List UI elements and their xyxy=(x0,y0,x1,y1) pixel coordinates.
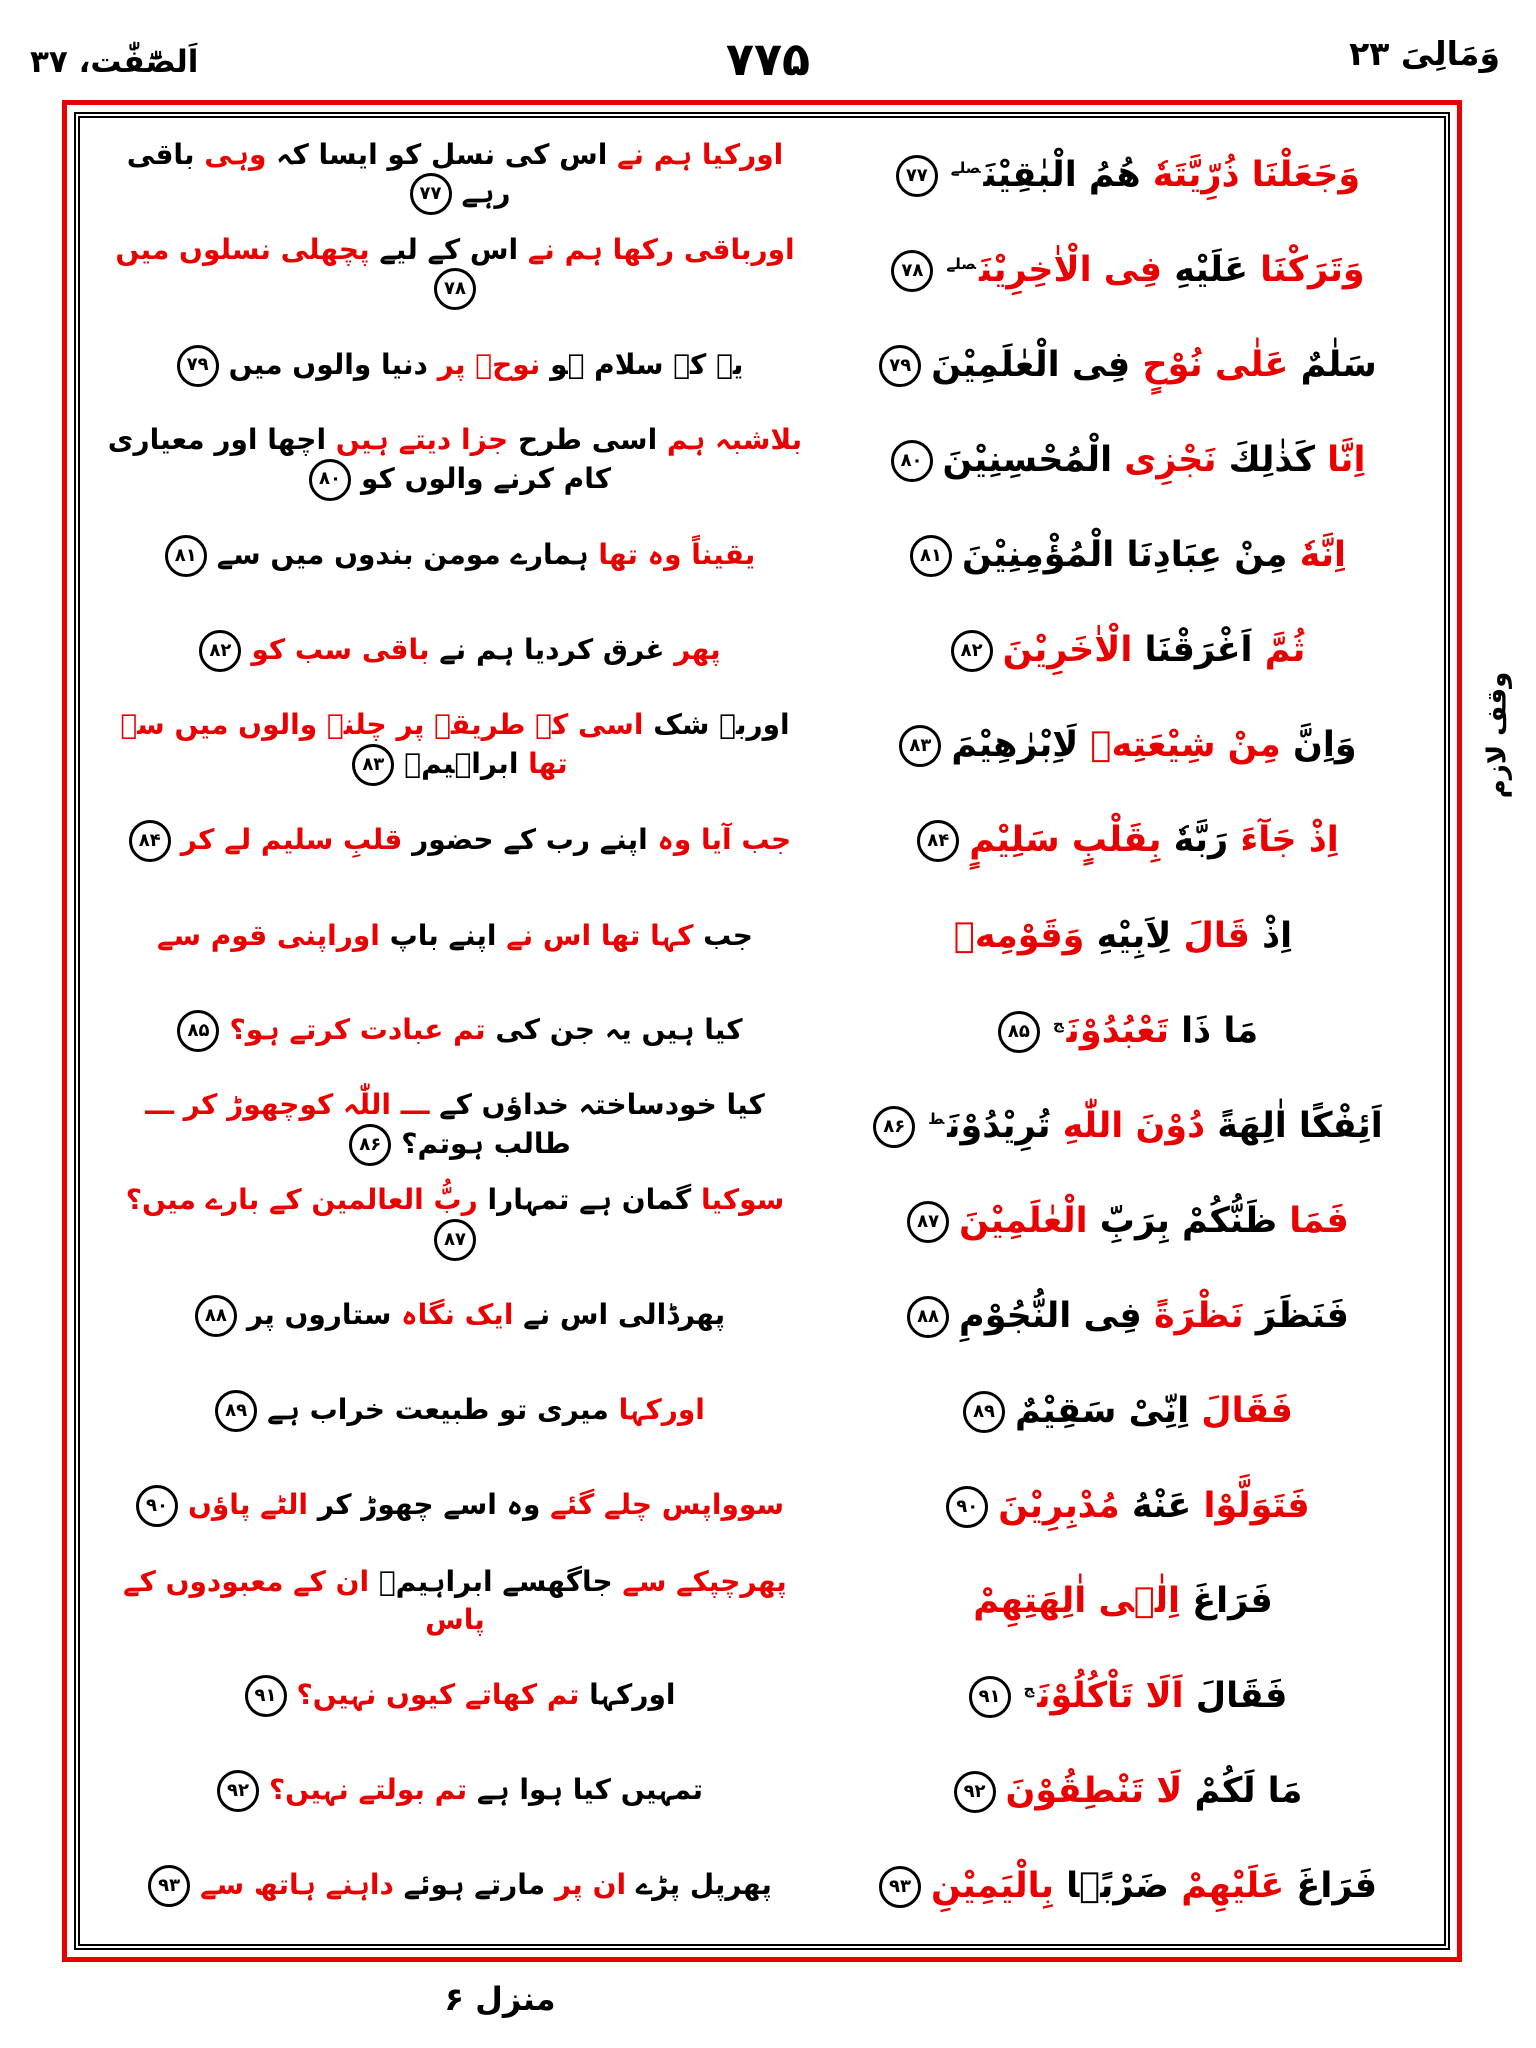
text-segment: اورکہا xyxy=(579,1678,676,1712)
text-segment: اوراپنی قوم سے xyxy=(157,919,380,952)
ayah-number-badge: ۸۲ xyxy=(951,630,993,672)
ayah-number-badge: ۷۸ xyxy=(434,268,476,310)
ayah-number-badge: ۸۵ xyxy=(998,1011,1040,1053)
text-segment: تم کھاتے کیوں نہیں؟ xyxy=(296,1678,580,1712)
text-segment: نوحؑ پر xyxy=(427,347,541,381)
ayah-number-badge: ۷۸ xyxy=(891,250,933,292)
text-segment: وَتَرَكْنَا xyxy=(1247,250,1365,291)
verse-row xyxy=(94,1269,1430,1364)
urdu-translation xyxy=(94,820,816,862)
verse-row xyxy=(94,413,1430,508)
verse-row xyxy=(94,1649,1430,1744)
text-segment: فَقَالَ xyxy=(1189,1390,1293,1431)
text-segment: جاگھسے ابراہیمؑ xyxy=(369,1565,613,1599)
text-segment: فَتَوَلَّوْا xyxy=(1191,1485,1310,1526)
text-segment: الْعٰلَمِيْنَ xyxy=(959,1200,1088,1241)
ayah-number-badge: ۸۳ xyxy=(899,725,941,767)
ayah-number-badge: ۸۲ xyxy=(199,630,241,672)
arabic-verse xyxy=(816,1101,1430,1152)
text-segment: پچھلی نسلوں میں xyxy=(115,232,370,266)
text-segment: الٹے پاؤں xyxy=(188,1488,309,1522)
text-segment: لِاَبِيْهِ xyxy=(1084,915,1172,956)
waqf-mark: ج xyxy=(1023,1680,1035,1699)
arabic-verse xyxy=(816,1861,1430,1912)
text-segment: كَذٰلِكَ xyxy=(1216,440,1315,481)
ayah-number-badge: ۸۸ xyxy=(907,1296,949,1338)
text-segment: ایک نگاہ xyxy=(391,1298,514,1332)
text-segment: باقی سب کو xyxy=(251,632,430,666)
text-segment: قَالَ xyxy=(1171,915,1250,956)
verse-row xyxy=(94,1554,1430,1649)
text-segment: مِنْ عِبَادِنَا الْمُؤْمِنِيْنَ xyxy=(962,535,1288,576)
ayah-number-badge: ۹۰ xyxy=(946,1486,988,1528)
text-segment: ابراہیمؑ xyxy=(404,746,519,780)
verse-row xyxy=(94,508,1430,603)
text-segment: اسی کے طریقے پر چلنے والوں میں سے تھا xyxy=(120,707,644,780)
urdu-translation xyxy=(94,1563,816,1639)
page-header xyxy=(0,26,1536,96)
waqf-mark: ط xyxy=(928,1109,945,1128)
waqf-mark: صلے xyxy=(946,254,977,273)
text-segment: اورباقی رکھا ہم نے xyxy=(518,232,795,266)
text-segment: پھرچپکے سے xyxy=(612,1565,787,1599)
text-segment: کہا تھا اس نے xyxy=(496,919,694,952)
ayah-number-badge: ۸۷ xyxy=(907,1201,949,1243)
outer-red-frame xyxy=(62,100,1462,1962)
verse-row xyxy=(94,1174,1430,1269)
text-segment: عَلَيْهِمْ xyxy=(1169,1865,1285,1906)
ayah-number-badge: ۸۱ xyxy=(910,535,952,577)
ayah-number-badge: ۷۷ xyxy=(410,173,452,215)
text-segment: اِنِّیْ سَقِيْمٌ xyxy=(1015,1390,1190,1431)
arabic-verse xyxy=(816,1006,1430,1057)
verse-row xyxy=(94,603,1430,698)
urdu-translation xyxy=(94,231,816,311)
text-segment: لَا تَنْطِقُوْنَ xyxy=(1005,1770,1183,1811)
ayah-number-badge: ۸۴ xyxy=(129,820,171,862)
verse-row xyxy=(94,128,1430,223)
text-segment: فَمَا xyxy=(1277,1200,1349,1241)
text-segment: ـــ اللّٰہ کوچھوڑ کر ـــ xyxy=(145,1088,430,1122)
text-segment: اورکیا ہم نے xyxy=(607,137,784,171)
text-segment: ان کے معبودوں کے پاس xyxy=(123,1565,485,1637)
verse-row xyxy=(94,318,1430,413)
text-segment: عَلَيْهِ xyxy=(1162,250,1248,291)
text-segment: مَا ذَا xyxy=(1168,1010,1259,1051)
text-segment: نَظْرَةً xyxy=(1141,1295,1244,1336)
text-segment: پھرڈالی اس نے xyxy=(513,1298,726,1332)
text-segment: باقی رہے xyxy=(126,137,511,210)
verses xyxy=(94,128,1430,1934)
text-segment: طالب ہوتم؟ xyxy=(401,1126,571,1160)
text-segment: سَلٰمٌ xyxy=(1288,345,1377,386)
margin-waqf-note xyxy=(1464,640,1530,830)
arabic-verse xyxy=(816,150,1430,201)
text-segment: غرق کردیا ہم نے xyxy=(429,632,665,666)
urdu-translation xyxy=(94,1295,816,1337)
surah-name-label: اَلصّٰٓفّٰت، ۳۷ xyxy=(30,44,199,80)
verse-row xyxy=(94,1839,1430,1934)
urdu-translation xyxy=(94,1010,816,1052)
text-segment: نَجْزِی xyxy=(1112,440,1217,481)
ayah-number-badge: ۸۷ xyxy=(434,1219,476,1261)
text-segment: اپنے باپ xyxy=(379,919,497,952)
text-segment: سوکیا xyxy=(691,1183,785,1217)
text-segment: ذُرِّيَّتَهٗ xyxy=(1140,155,1240,196)
ayah-number-badge: ۹۱ xyxy=(245,1675,287,1717)
manzil-footer: منزل ۶ xyxy=(444,1980,556,2018)
juz-name-label: وَمَالِیَ ۲۳ xyxy=(1349,34,1500,73)
text-segment: اس کے لیے xyxy=(369,232,519,266)
verse-row xyxy=(94,888,1430,983)
text-segment: اس کی نسل کو ایسا کہ xyxy=(266,137,608,171)
verse-row xyxy=(94,698,1430,793)
arabic-verse xyxy=(816,1386,1430,1437)
urdu-translation xyxy=(94,345,816,387)
urdu-translation xyxy=(94,1485,816,1527)
text-segment: فِی النُّجُوْمِ xyxy=(959,1295,1142,1336)
urdu-translation xyxy=(94,1770,816,1812)
text-segment: بلاشبہ ہم xyxy=(657,422,803,456)
urdu-translation xyxy=(94,1086,816,1166)
text-segment: ربُّ العالمین کے بارے میں؟ xyxy=(125,1183,478,1217)
text-segment: فَرَاغَ xyxy=(1180,1580,1273,1621)
ayah-number-badge: ۹۲ xyxy=(217,1770,259,1812)
verse-row xyxy=(94,223,1430,318)
text-segment: رَبَّهٗ xyxy=(1161,820,1229,861)
ayah-number-badge: ۸۸ xyxy=(195,1295,237,1337)
text-segment: مارتے ہوئے xyxy=(393,1868,546,1902)
verse-row xyxy=(94,793,1430,888)
arabic-verse xyxy=(816,435,1430,486)
text-segment: مِنْ شِيْعَتِهٖ xyxy=(1078,725,1281,766)
text-segment: اچھا اور معیاری کام کرنے والوں کو xyxy=(107,422,611,495)
text-segment: اِنَّهٗ xyxy=(1287,535,1346,576)
text-segment: ان پر xyxy=(545,1868,627,1902)
ayah-number-badge: ۸۹ xyxy=(215,1390,257,1432)
text-segment: میری تو طبیعت خراب ہے xyxy=(267,1393,609,1427)
text-segment: تم بولتے نہیں؟ xyxy=(268,1773,468,1807)
text-segment: اِذْ جَآءَ xyxy=(1228,820,1339,861)
text-segment: اپنے رب کے حضور xyxy=(402,822,648,856)
text-segment: وہ اسے چھوڑ کر xyxy=(308,1488,541,1522)
text-segment: ظَنُّكُمْ بِرَبِّ xyxy=(1087,1200,1278,1241)
urdu-translation xyxy=(94,1181,816,1261)
text-segment: قلبِ سلیم لے کر xyxy=(180,822,403,856)
arabic-verse xyxy=(816,1671,1430,1722)
text-segment: کیا خودساختہ خداؤں کے xyxy=(429,1088,765,1122)
text-segment: یقیناً وہ تھا xyxy=(588,537,756,571)
waqf-mark: ج xyxy=(1052,1014,1064,1033)
arabic-verse xyxy=(816,530,1430,581)
text-segment: مَا لَكُمْ xyxy=(1182,1770,1303,1811)
ayah-number-badge: ۸۰ xyxy=(891,440,933,482)
arabic-verse xyxy=(816,340,1430,391)
ayah-number-badge: ۸۵ xyxy=(177,1010,219,1052)
verse-row xyxy=(94,1364,1430,1459)
text-segment: کیا ہیں یہ جن کی xyxy=(485,1012,743,1046)
text-segment: وَجَعَلْنَا xyxy=(1239,155,1361,196)
text-segment: فِی الْعٰلَمِيْنَ xyxy=(931,345,1131,386)
text-segment: تم عبادت کرتے ہو؟ xyxy=(229,1012,486,1046)
text-segment: جزا دیتے ہیں xyxy=(326,422,509,456)
ayah-number-badge: ۹۳ xyxy=(879,1866,921,1908)
text-segment: جب آیا وہ xyxy=(647,822,792,856)
text-segment: فَنَظَرَ xyxy=(1243,1295,1349,1336)
waqf-mark: صلے xyxy=(950,159,981,178)
urdu-translation xyxy=(94,630,816,672)
arabic-verse xyxy=(816,815,1430,866)
arabic-verse xyxy=(816,720,1430,771)
text-segment: پھر xyxy=(664,632,721,666)
text-segment: وَاِنَّ xyxy=(1280,725,1357,766)
text-segment: ستاروں پر xyxy=(246,1298,392,1332)
urdu-translation xyxy=(94,421,816,501)
ayah-number-badge: ۸۴ xyxy=(917,820,959,862)
text-segment: اَغْرَقْنَا xyxy=(1132,630,1253,671)
ayah-number-badge: ۹۰ xyxy=(136,1485,178,1527)
text-segment: لَاِبْرٰهِيْمَ xyxy=(951,725,1079,766)
text-segment: تُرِيْدُوْنَ xyxy=(947,1105,1051,1146)
text-segment: تَعْبُدُوْنَ xyxy=(1066,1010,1169,1051)
urdu-translation xyxy=(94,1865,816,1907)
margin-waqf-note-text: وقف لازم xyxy=(1482,671,1512,799)
ayah-number-badge: ۹۳ xyxy=(148,1865,190,1907)
ayah-number-badge: ۹۲ xyxy=(954,1771,996,1813)
text-segment: عَلٰی نُوْحٍ xyxy=(1130,345,1289,386)
verse-row xyxy=(94,1744,1430,1839)
text-segment: پھرپل پڑے xyxy=(626,1868,772,1902)
text-segment: اِذْ xyxy=(1249,915,1293,956)
ayah-number-badge: ۸۰ xyxy=(309,459,351,501)
ayah-number-badge: ۸۶ xyxy=(873,1106,915,1148)
text-segment: دنیا والوں میں xyxy=(228,347,428,381)
text-segment: داہنے ہاتھ سے xyxy=(200,1868,394,1902)
inner-black-frame xyxy=(74,112,1450,1950)
ayah-number-badge: ۷۷ xyxy=(896,155,938,197)
ayah-number-badge: ۸۹ xyxy=(963,1391,1005,1433)
urdu-translation xyxy=(94,1675,816,1717)
text-segment: اسی طرح xyxy=(508,422,658,456)
text-segment: ثُمَّ xyxy=(1252,630,1306,671)
page-number: ۷۷۵ xyxy=(725,32,811,86)
text-segment: یہ کہ سلام ہو xyxy=(540,347,744,381)
text-segment: وَقَوْمِهٖ xyxy=(953,915,1085,956)
text-segment: وہی xyxy=(194,137,267,171)
ayah-number-badge: ۹۱ xyxy=(969,1676,1011,1718)
text-segment: گمان ہے تمہارا xyxy=(477,1183,692,1217)
text-segment: هُمُ الْبٰقِيْنَ xyxy=(983,155,1141,196)
arabic-verse xyxy=(816,1481,1430,1532)
text-segment: فِی الْاٰخِرِيْنَ xyxy=(979,250,1163,291)
arabic-verse xyxy=(816,245,1430,296)
ayah-number-badge: ۸۳ xyxy=(352,744,394,786)
verse-row xyxy=(94,1459,1430,1554)
urdu-translation xyxy=(94,1390,816,1432)
urdu-translation xyxy=(94,535,816,577)
text-segment: الْاٰخَرِيْنَ xyxy=(1002,630,1133,671)
arabic-verse xyxy=(816,625,1430,676)
text-segment: اورکہا xyxy=(608,1393,705,1427)
text-segment: اوربے شک xyxy=(643,707,790,741)
urdu-translation xyxy=(94,706,816,786)
urdu-translation xyxy=(94,136,816,216)
text-segment: ضَرْبًۢا xyxy=(1053,1865,1170,1906)
text-segment: فَقَالَ xyxy=(1183,1675,1288,1716)
ayah-number-badge: ۸۱ xyxy=(165,535,207,577)
text-segment: ہمارے مومن بندوں میں سے xyxy=(216,537,589,571)
ayah-number-badge: ۷۹ xyxy=(879,345,921,387)
text-segment: الْمُحْسِنِيْنَ xyxy=(942,440,1113,481)
text-segment: اَلَا تَاْكُلُوْنَ xyxy=(1037,1675,1184,1716)
text-segment: مُدْبِرِيْنَ xyxy=(998,1485,1120,1526)
text-segment: دُوْنَ اللّٰهِ xyxy=(1050,1105,1206,1146)
ayah-number-badge: ۸۶ xyxy=(349,1124,391,1166)
arabic-verse xyxy=(816,1766,1430,1817)
text-segment: اِلٰۤی اٰلِهَتِهِمْ xyxy=(973,1580,1181,1621)
arabic-verse xyxy=(816,911,1430,962)
ayah-number-badge: ۷۹ xyxy=(177,345,219,387)
text-segment: بِالْيَمِيْنِ xyxy=(930,1865,1054,1906)
urdu-translation xyxy=(94,917,816,955)
text-segment: بِقَلْبٍ سَلِيْمٍ xyxy=(969,820,1162,861)
arabic-verse xyxy=(816,1196,1430,1247)
arabic-verse xyxy=(816,1576,1430,1627)
text-segment: اَئِفْكًا اٰلِهَةً xyxy=(1205,1105,1383,1146)
text-segment: تمہیں کیا ہوا ہے xyxy=(467,1773,704,1807)
text-segment: سوواپس چلے گئے xyxy=(540,1488,784,1522)
verse-row xyxy=(94,1078,1430,1173)
text-segment: فَرَاغَ xyxy=(1284,1865,1378,1906)
text-segment: اِنَّا xyxy=(1314,440,1366,481)
arabic-verse xyxy=(816,1291,1430,1342)
verse-row xyxy=(94,983,1430,1078)
text-segment: جب xyxy=(693,919,753,952)
text-segment: عَنْهُ xyxy=(1119,1485,1192,1526)
